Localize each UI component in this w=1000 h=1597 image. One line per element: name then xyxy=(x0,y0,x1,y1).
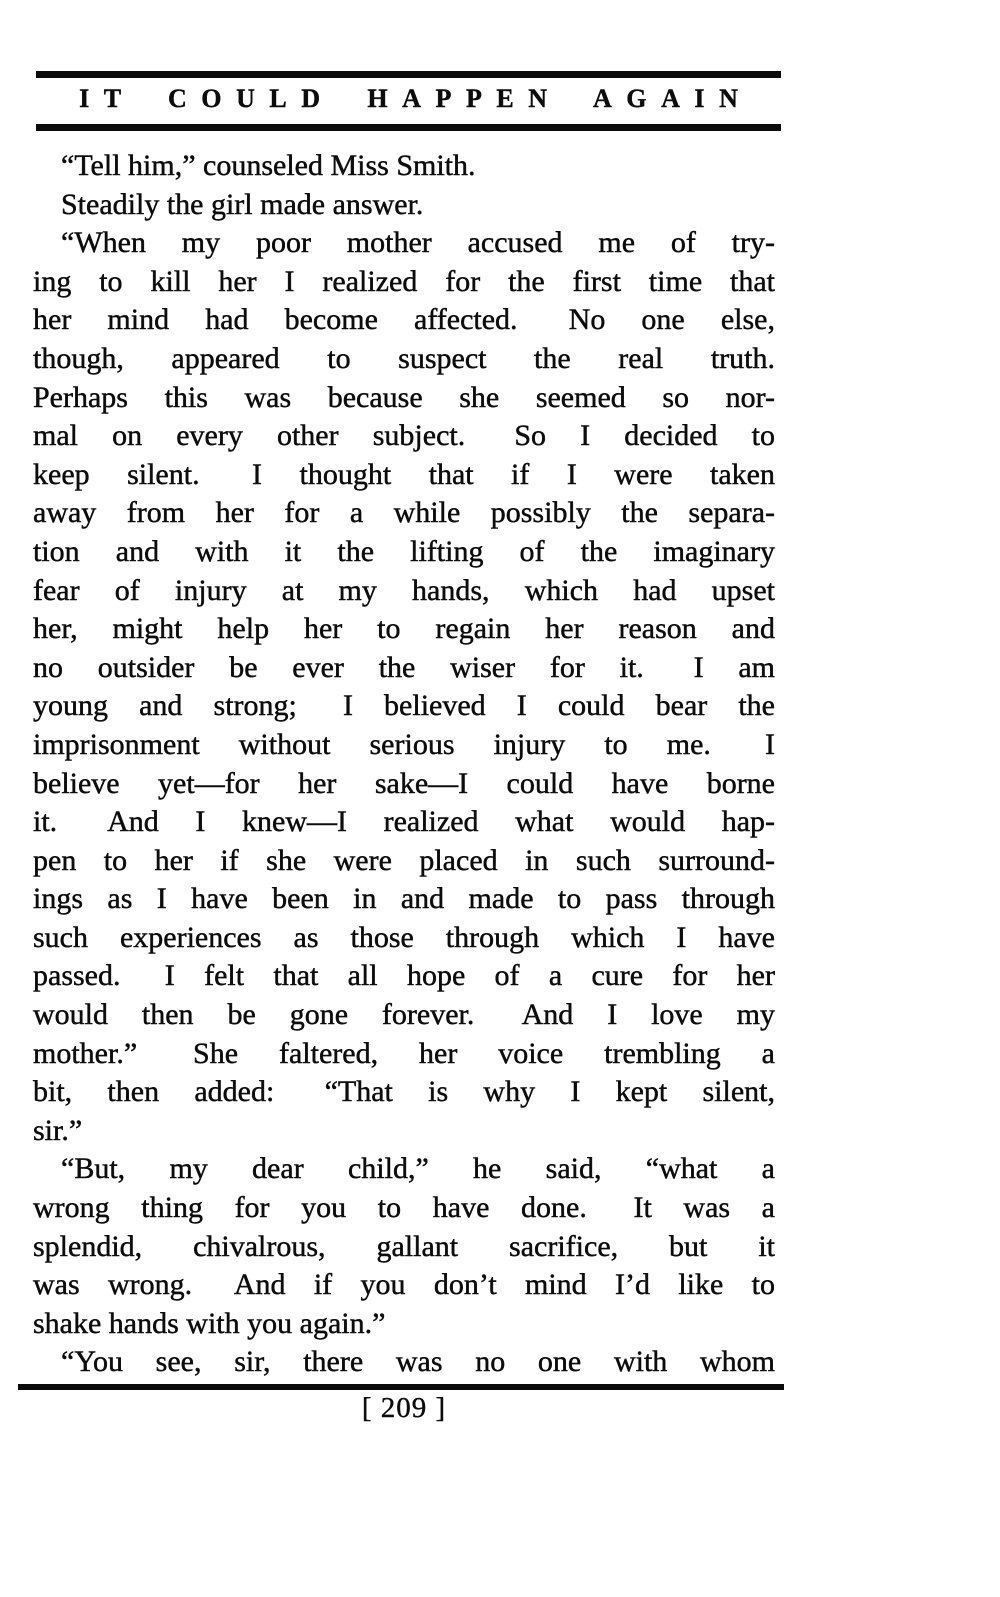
page-number: [ 209 ] xyxy=(361,1392,447,1424)
text-line: wrong thing for you to have done. It was a xyxy=(33,1191,775,1225)
text-line: bit, then added: “That is why I kept silent, xyxy=(33,1075,775,1109)
text-line: was wrong. And if you don’t mind I’d like to xyxy=(33,1268,775,1302)
footer-rule xyxy=(18,1384,784,1390)
text-line: “But, my dear child,” he said, “what a xyxy=(61,1152,775,1186)
text-line: Steadily the girl made answer. xyxy=(61,187,424,221)
text-line: shake hands with you again.” xyxy=(33,1306,386,1340)
text-line: such experiences as those through which I have xyxy=(33,920,775,954)
text-line: would then be gone forever. And I love my xyxy=(33,998,775,1032)
text-line: ings as I have been in and made to pass through xyxy=(33,882,775,916)
text-line: “When my poor mother accused me of try- xyxy=(61,226,775,260)
header-rule-top xyxy=(36,71,781,78)
text-line: tion and with it the lifting of the imaginary xyxy=(33,534,775,568)
text-line: mother.” She faltered, her voice trembling a xyxy=(33,1036,775,1070)
text-line: pen to her if she were placed in such surround- xyxy=(33,843,775,877)
text-line: believe yet—for her sake—I could have borne xyxy=(33,766,775,800)
text-line: imprisonment without serious injury to me. I xyxy=(33,727,775,761)
text-line: it. And I knew—I realized what would hap- xyxy=(33,805,775,839)
text-line: keep silent. I thought that if I were taken xyxy=(33,457,775,491)
text-line: Perhaps this was because she seemed so nor- xyxy=(33,380,775,414)
text-line: passed. I felt that all hope of a cure for her xyxy=(33,959,775,993)
text-line: no outsider be ever the wiser for it. I am xyxy=(33,650,775,684)
running-head-title: IT COULD HAPPEN AGAIN xyxy=(79,84,753,113)
text-line: “You see, sir, there was no one with whom xyxy=(61,1345,775,1379)
text-line: away from her for a while possibly the separa- xyxy=(33,496,775,530)
text-line: her, might help her to regain her reason and xyxy=(33,612,775,646)
text-line: ing to kill her I realized for the first time that xyxy=(33,264,775,298)
text-line: splendid, chivalrous, gallant sacrifice, but it xyxy=(33,1229,775,1263)
header-rule-bottom xyxy=(36,124,781,131)
text-line: mal on every other subject. So I decided to xyxy=(33,419,775,453)
text-line: fear of injury at my hands, which had upset xyxy=(33,573,775,607)
text-line: though, appeared to suspect the real truth. xyxy=(33,341,775,375)
body-text xyxy=(33,147,775,1382)
text-line: her mind had become affected. No one else, xyxy=(33,303,775,337)
text-line: “Tell him,” counseled Miss Smith. xyxy=(61,149,476,182)
text-line: young and strong; I believed I could bear the xyxy=(33,689,775,723)
text-line: sir.” xyxy=(33,1113,83,1147)
